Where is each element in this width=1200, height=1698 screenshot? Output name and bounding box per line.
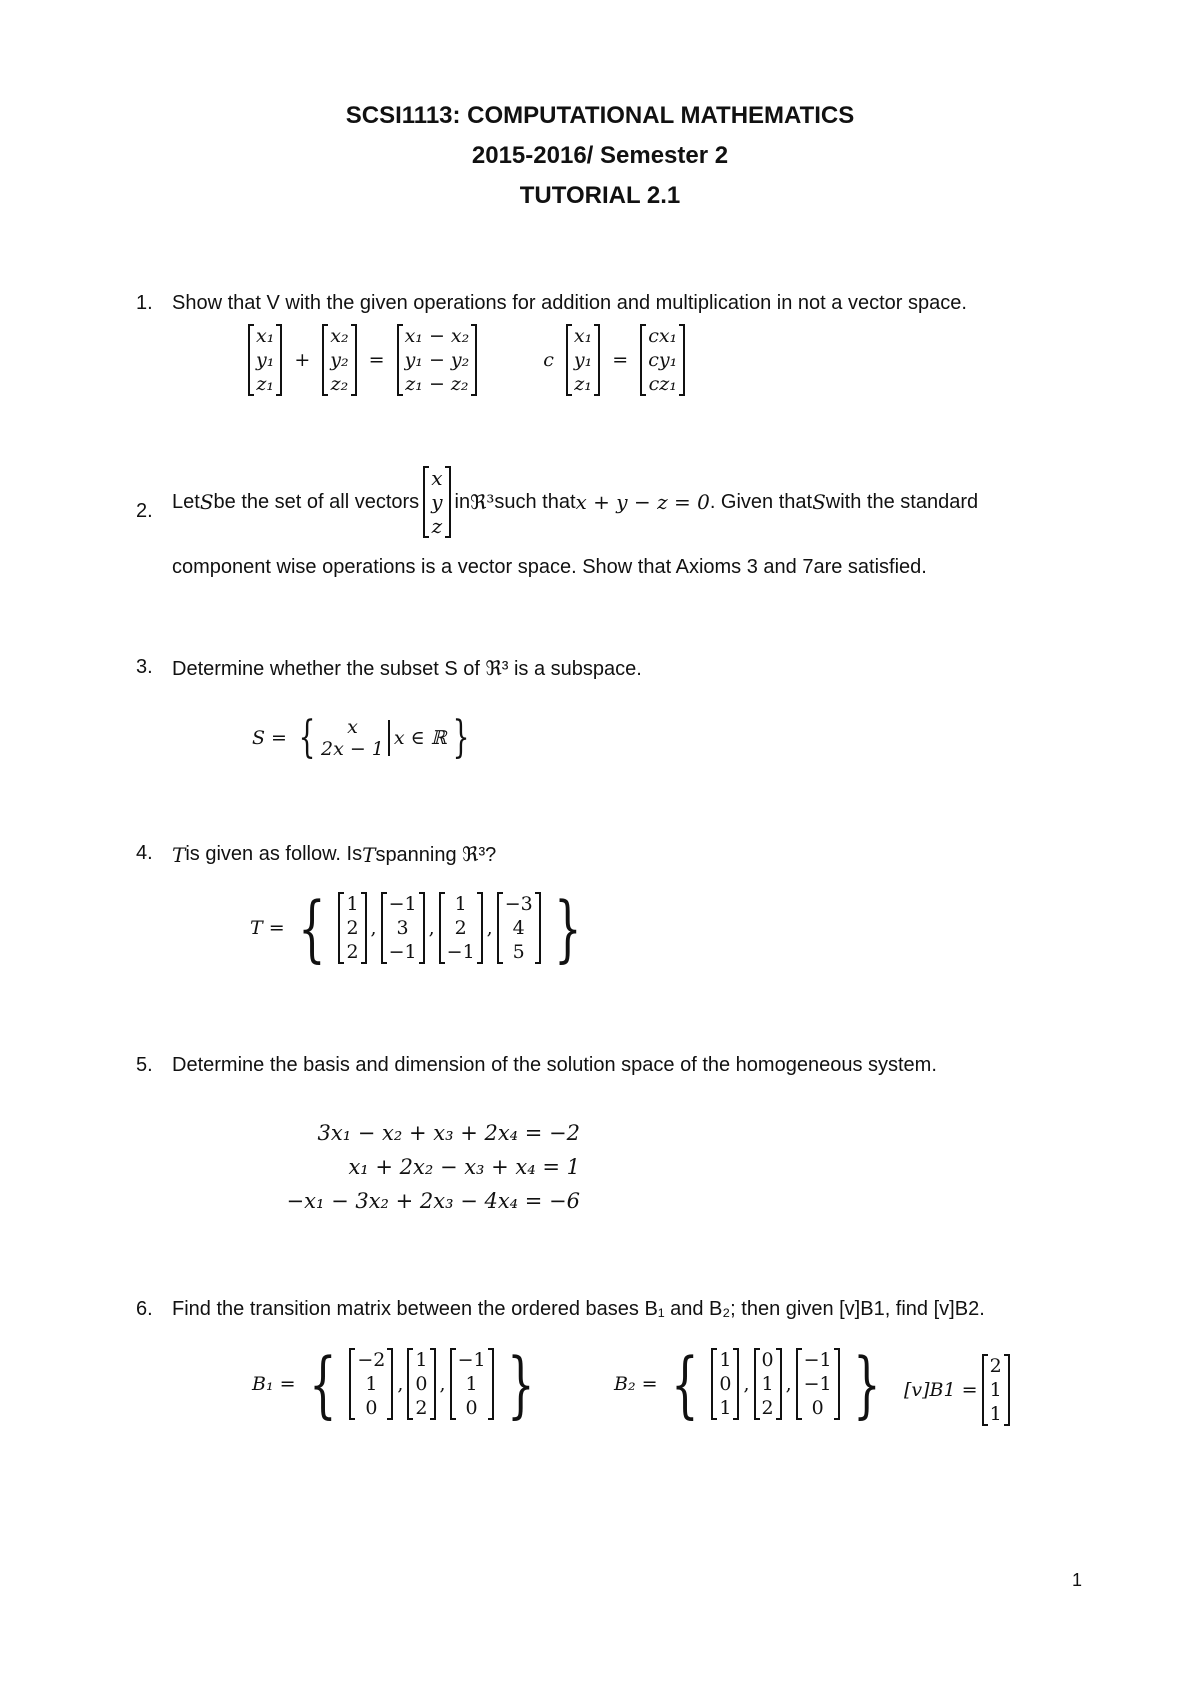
q2-text-line2: component wise operations is a vector space. Show that Axioms 3 and 7are satisfied. — [172, 556, 927, 578]
b2-vector-1: 1 0 1 — [711, 1348, 739, 1420]
q2-vector: x y z — [423, 466, 450, 538]
q4-text: T is given as follow. Is T spanning ℜ³? — [172, 842, 497, 867]
q1-vec-sum: x₁ − x₂ y₁ − y₂ z₁ − z₂ — [397, 324, 478, 396]
q2-number: 2. — [136, 500, 153, 522]
b1-vector-1: −2 1 0 — [349, 1348, 393, 1420]
b1-vector-2: 1 0 2 — [407, 1348, 435, 1420]
b2-vector-2: 0 1 2 — [754, 1348, 782, 1420]
q6-basis-b1: B₁ = { −2 1 0 , 1 0 2 , −1 1 0 } — [252, 1342, 535, 1426]
q1-equations: x₁ y₁ z₁ + x₂ y₂ z₂ = x₁ − x₂ y₁ − y₂ z₁ − z₂ c x₁ y₁ z₁ = cx₁ cy₁ cz₁ — [244, 324, 689, 396]
b1-vector-3: −1 1 0 — [450, 1348, 494, 1420]
session-title: 2015-2016/ Semester 2 — [471, 142, 729, 169]
q1-vec-c: x₁ y₁ z₁ — [566, 324, 600, 396]
q1-vec-prod: cx₁ cy₁ cz₁ — [640, 324, 685, 396]
tutorial-title: TUTORIAL 2.1 — [519, 182, 681, 209]
q2-line1: Let S be the set of all vectors x y z in ℜ³ such that x + y − z = 0 . Given that S with the standard — [172, 466, 979, 538]
q1-vec-a: x₁ y₁ z₁ — [248, 324, 282, 396]
q4-vector-1: 1 2 2 — [338, 892, 366, 964]
q4-vector-2: −1 3 −1 — [381, 892, 425, 964]
q6-number: 6. — [136, 1298, 153, 1320]
course-title: SCSI1113: COMPUTATIONAL MATHEMATICS — [345, 102, 855, 129]
q4-number: 4. — [136, 842, 153, 864]
q5-number: 5. — [136, 1054, 153, 1076]
q6-text: Find the transition matrix between the ordered bases B₁ and B₂; then given [v]B1, find [v]B2. — [172, 1298, 985, 1320]
q6-basis-b2: B₂ = { 1 0 1 , 0 1 2 , −1 −1 0 } — [614, 1342, 881, 1426]
q3-number: 3. — [136, 656, 153, 678]
q5-text: Determine the basis and dimension of the solution space of the homogeneous system. — [172, 1054, 937, 1076]
page-number: 1 — [1072, 1570, 1083, 1590]
q3-text: Determine whether the subset S of ℜ³ is a subspace. — [172, 658, 642, 680]
q6-coord-vector: [v]B1 = 2 1 1 — [904, 1354, 1014, 1426]
q5-equation-system — [250, 1116, 580, 1218]
q4-set: T = { 1 2 2 , −1 3 −1 , 1 2 −1 , −3 4 5 } — [250, 886, 582, 970]
q5-equation-3: −x₁ − 3x₂ + 2x₃ − 4x₄ = −6 — [286, 1189, 580, 1213]
q5-equation-2: x₁ + 2x₂ − x₃ + x₄ = 1 — [348, 1155, 580, 1179]
q1-text: Show that V with the given operations for addition and multiplication in not a vector space. — [172, 292, 967, 314]
q4-vector-4: −3 4 5 — [497, 892, 541, 964]
q4-vector-3: 1 2 −1 — [439, 892, 483, 964]
q1-number: 1. — [136, 292, 153, 314]
v-b1-vector: 2 1 1 — [982, 1354, 1010, 1426]
q5-equation-1: 3x₁ − x₂ + x₃ + 2x₄ = −2 — [317, 1121, 580, 1145]
q1-vec-b: x₂ y₂ z₂ — [322, 324, 356, 396]
b2-vector-3: −1 −1 0 — [796, 1348, 840, 1420]
q3-set: S = { x 2x − 1 x ∈ ℝ } — [252, 712, 469, 763]
